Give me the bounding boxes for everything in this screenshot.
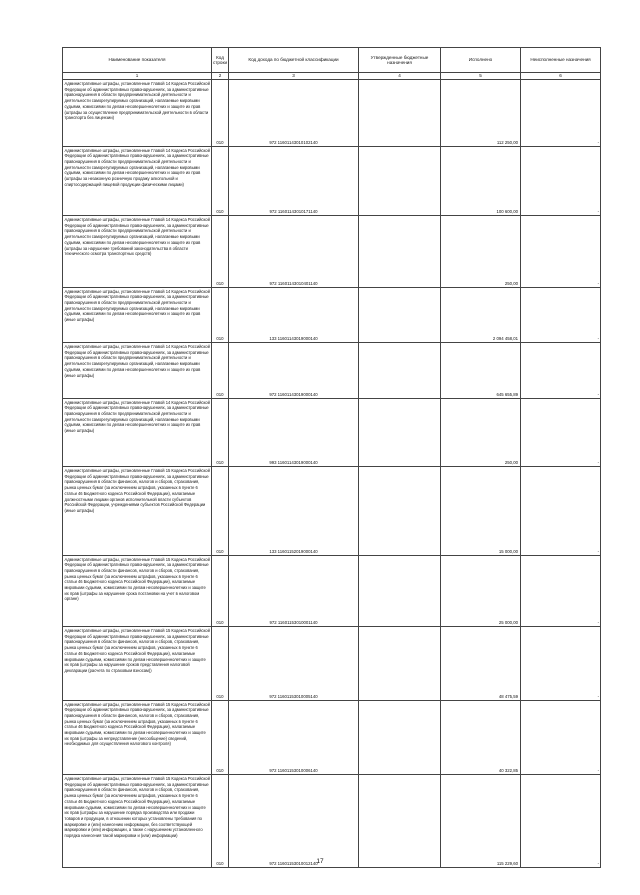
row-approved: [359, 700, 441, 775]
row-unexecuted: -: [521, 80, 601, 147]
row-description: Административные штрафы, установленные Главой 14 Кодекса Российской Федерации об административных правонарушениях, за административные правонарушения в области предпринимательской деятельности и деятельности саморегулируемых организаций, налагаемые мировыми судьями, комиссиями по делам несовершеннолетних и защите их прав (штрафы за нарушение требований законодательства в области технического осмотра транспортных средств): [63, 216, 212, 288]
row-executed: 250,00: [441, 398, 521, 467]
row-executed: 2 094 458,01: [441, 287, 521, 343]
row-unexecuted: -: [521, 343, 601, 399]
row-line-code: 010: [212, 287, 229, 343]
row-approved: [359, 467, 441, 556]
row-income-code: 972 11601143010171140: [229, 146, 359, 216]
header-approved: Утвержденные бюджетные назначения: [359, 48, 441, 73]
row-description: Административные штрафы, установленные Главой 15 Кодекса Российской Федерации об административных правонарушениях, за административные правонарушения в области финансов, налогов и сборов, страхования, рынка ценных бумаг (за исключением штрафов, указанных в пункте 6 статьи 46 Бюджетного кодекса Российской Федерации), налагаемые мировыми судьями, комиссиями по делам несовершеннолетних и защите их прав (штрафы за нарушение порядка производства или продажи товаров и продукции, в отношении которых установлены требования по маркировке и (или) нанесению информации, без соответствующей маркировки и (или) информации, а также с нарушением установленного порядка нанесения такой маркировки и (или) информации): [63, 775, 212, 868]
header-name: Наименование показателя: [63, 48, 212, 73]
row-executed: 115 229,60: [441, 775, 521, 868]
row-unexecuted: -: [521, 398, 601, 467]
column-number: 6: [521, 73, 601, 80]
column-number: 3: [229, 73, 359, 80]
row-approved: [359, 343, 441, 399]
row-unexecuted: -: [521, 216, 601, 288]
row-description: Административные штрафы, установленные Главой 15 Кодекса Российской Федерации об административных правонарушениях, за административные правонарушения в области финансов, налогов и сборов, страхования, рынка ценных бумаг (за исключением штрафов, указанных в пункте 6 статьи 46 Бюджетного кодекса Российской Федерации), налагаемые мировыми судьями, комиссиями по делам несовершеннолетних и защите их прав (штрафы за нарушение сроков представления налоговой декларации (расчета по страховым взносам)): [63, 627, 212, 701]
row-approved: [359, 216, 441, 288]
row-description: Административные штрафы, установленные Главой 15 Кодекса Российской Федерации об административных правонарушениях, за административные правонарушения в области финансов, налогов и сборов, страхования, рынка ценных бумаг (за исключением штрафов, указанных в пункте 6 статьи 46 Бюджетного кодекса Российской Федерации), налагаемые мировыми судьями, комиссиями по делам несовершеннолетних и защите их прав (штрафы за непредставление (несообщение) сведений, необходимых для осуществления налогового контроля): [63, 700, 212, 775]
header-line-code: Код строки: [212, 48, 229, 73]
row-line-code: 010: [212, 775, 229, 868]
row-executed: 25 000,00: [441, 555, 521, 627]
table-row: [63, 398, 601, 467]
row-unexecuted: -: [521, 287, 601, 343]
row-approved: [359, 775, 441, 868]
row-income-code: 972 11601153010012140: [229, 775, 359, 868]
row-line-code: 010: [212, 216, 229, 288]
header-row: [63, 48, 601, 73]
column-number: 4: [359, 73, 441, 80]
row-approved: [359, 555, 441, 627]
row-approved: [359, 627, 441, 701]
row-approved: [359, 398, 441, 467]
row-line-code: 010: [212, 343, 229, 399]
header-executed: Исполнено: [441, 48, 521, 73]
table-row: [63, 80, 601, 147]
row-executed: 100 600,00: [441, 146, 521, 216]
row-executed: 645 655,89: [441, 343, 521, 399]
table-row: [63, 216, 601, 288]
row-income-code: 972 11601153010006140: [229, 700, 359, 775]
table-row: [63, 146, 601, 216]
row-unexecuted: -: [521, 555, 601, 627]
row-line-code: 010: [212, 467, 229, 556]
header-unexecuted: Неисполненные назначения: [521, 48, 601, 73]
row-executed: 48 475,59: [441, 627, 521, 701]
row-unexecuted: -: [521, 467, 601, 556]
row-description: Административные штрафы, установленные Главой 15 Кодекса Российской Федерации об административных правонарушениях, за административные правонарушения в области финансов, налогов и сборов, страхования, рынка ценных бумаг (за исключением штрафов, указанных в пункте 6 статьи 46 Бюджетного кодекса Российской Федерации), налагаемые мировыми судьями, комиссиями по делам несовершеннолетних и защите их прав (штрафы за нарушение срока постановки на учет в налоговом органе): [63, 555, 212, 627]
column-number: 1: [63, 73, 212, 80]
row-income-code: 972 11601143010401140: [229, 216, 359, 288]
report-sheet: [62, 47, 600, 868]
row-description: Административные штрафы, установленные Главой 14 Кодекса Российской Федерации об административных правонарушениях, за административные правонарушения в области предпринимательской деятельности и деятельности саморегулируемых организаций, налагаемые мировыми судьями, комиссиями по делам несовершеннолетних и защите их прав (иные штрафы): [63, 287, 212, 343]
row-description: Административные штрафы, установленные Главой 15 Кодекса Российской Федерации об административных правонарушениях, за административные правонарушения в области финансов, налогов и сборов, страхования, рынка ценных бумаг (за исключением штрафов, указанных в пункте 6 статьи 46 Бюджетного кодекса Российской Федерации), налагаемые должностными лицами органов исполнительной власти субъектов Российской Федерации, учреждениями субъектов Российской Федерации (иные штрафы): [63, 467, 212, 556]
row-description: Административные штрафы, установленные Главой 14 Кодекса Российской Федерации об административных правонарушениях, за административные правонарушения в области предпринимательской деятельности и деятельности саморегулируемых организаций, налагаемые мировыми судьями, комиссиями по делам несовершеннолетних и защите их прав (штрафы за осуществление предпринимательской деятельности в области транспорта без лицензии): [63, 80, 212, 147]
table-row: [63, 343, 601, 399]
row-approved: [359, 146, 441, 216]
row-income-code: 133 11601152019000140: [229, 467, 359, 556]
row-unexecuted: -: [521, 146, 601, 216]
table-row: [63, 775, 601, 868]
row-line-code: 010: [212, 555, 229, 627]
row-income-code: 133 11601143019000140: [229, 287, 359, 343]
row-executed: 15 000,00: [441, 467, 521, 556]
page-number: 17: [316, 858, 324, 865]
column-number: 5: [441, 73, 521, 80]
table-row: [63, 287, 601, 343]
column-number-row: [63, 73, 601, 80]
row-income-code: 972 11601143010102140: [229, 80, 359, 147]
row-executed: 40 322,85: [441, 700, 521, 775]
table-row: [63, 555, 601, 627]
table-row: [63, 627, 601, 701]
row-unexecuted: -: [521, 700, 601, 775]
row-approved: [359, 80, 441, 147]
row-income-code: 972 11601143019000140: [229, 343, 359, 399]
column-number: 2: [212, 73, 229, 80]
row-approved: [359, 287, 441, 343]
row-line-code: 010: [212, 627, 229, 701]
row-description: Административные штрафы, установленные Главой 14 Кодекса Российской Федерации об административных правонарушениях, за административные правонарушения в области предпринимательской деятельности и деятельности саморегулируемых организаций, налагаемые мировыми судьями, комиссиями по делам несовершеннолетних и защите их прав (иные штрафы): [63, 398, 212, 467]
row-unexecuted: -: [521, 627, 601, 701]
row-executed: 112 250,00: [441, 80, 521, 147]
header-income-code: Код дохода по бюджетной классификации: [229, 48, 359, 73]
income-table: [62, 47, 601, 868]
row-description: Административные штрафы, установленные Главой 14 Кодекса Российской Федерации об административных правонарушениях, за административные правонарушения в области предпринимательской деятельности и деятельности саморегулируемых организаций, налагаемые мировыми судьями, комиссиями по делам несовершеннолетних и защите их прав (штрафы за незаконную розничную продажу алкогольной и спиртосодержащей пищевой продукции физическими лицами): [63, 146, 212, 216]
row-income-code: 972 11601153010005140: [229, 627, 359, 701]
row-unexecuted: -: [521, 775, 601, 868]
row-income-code: 972 11601153010001140: [229, 555, 359, 627]
row-description: Административные штрафы, установленные Главой 14 Кодекса Российской Федерации об административных правонарушениях, за административные правонарушения в области предпринимательской деятельности и деятельности саморегулируемых организаций, налагаемые мировыми судьями, комиссиями по делам несовершеннолетних и защите их прав (иные штрафы): [63, 343, 212, 399]
row-income-code: 993 11601143019000140: [229, 398, 359, 467]
table-row: [63, 700, 601, 775]
row-line-code: 010: [212, 700, 229, 775]
row-executed: 250,00: [441, 216, 521, 288]
row-line-code: 010: [212, 146, 229, 216]
table-row: [63, 467, 601, 556]
row-line-code: 010: [212, 398, 229, 467]
row-line-code: 010: [212, 80, 229, 147]
